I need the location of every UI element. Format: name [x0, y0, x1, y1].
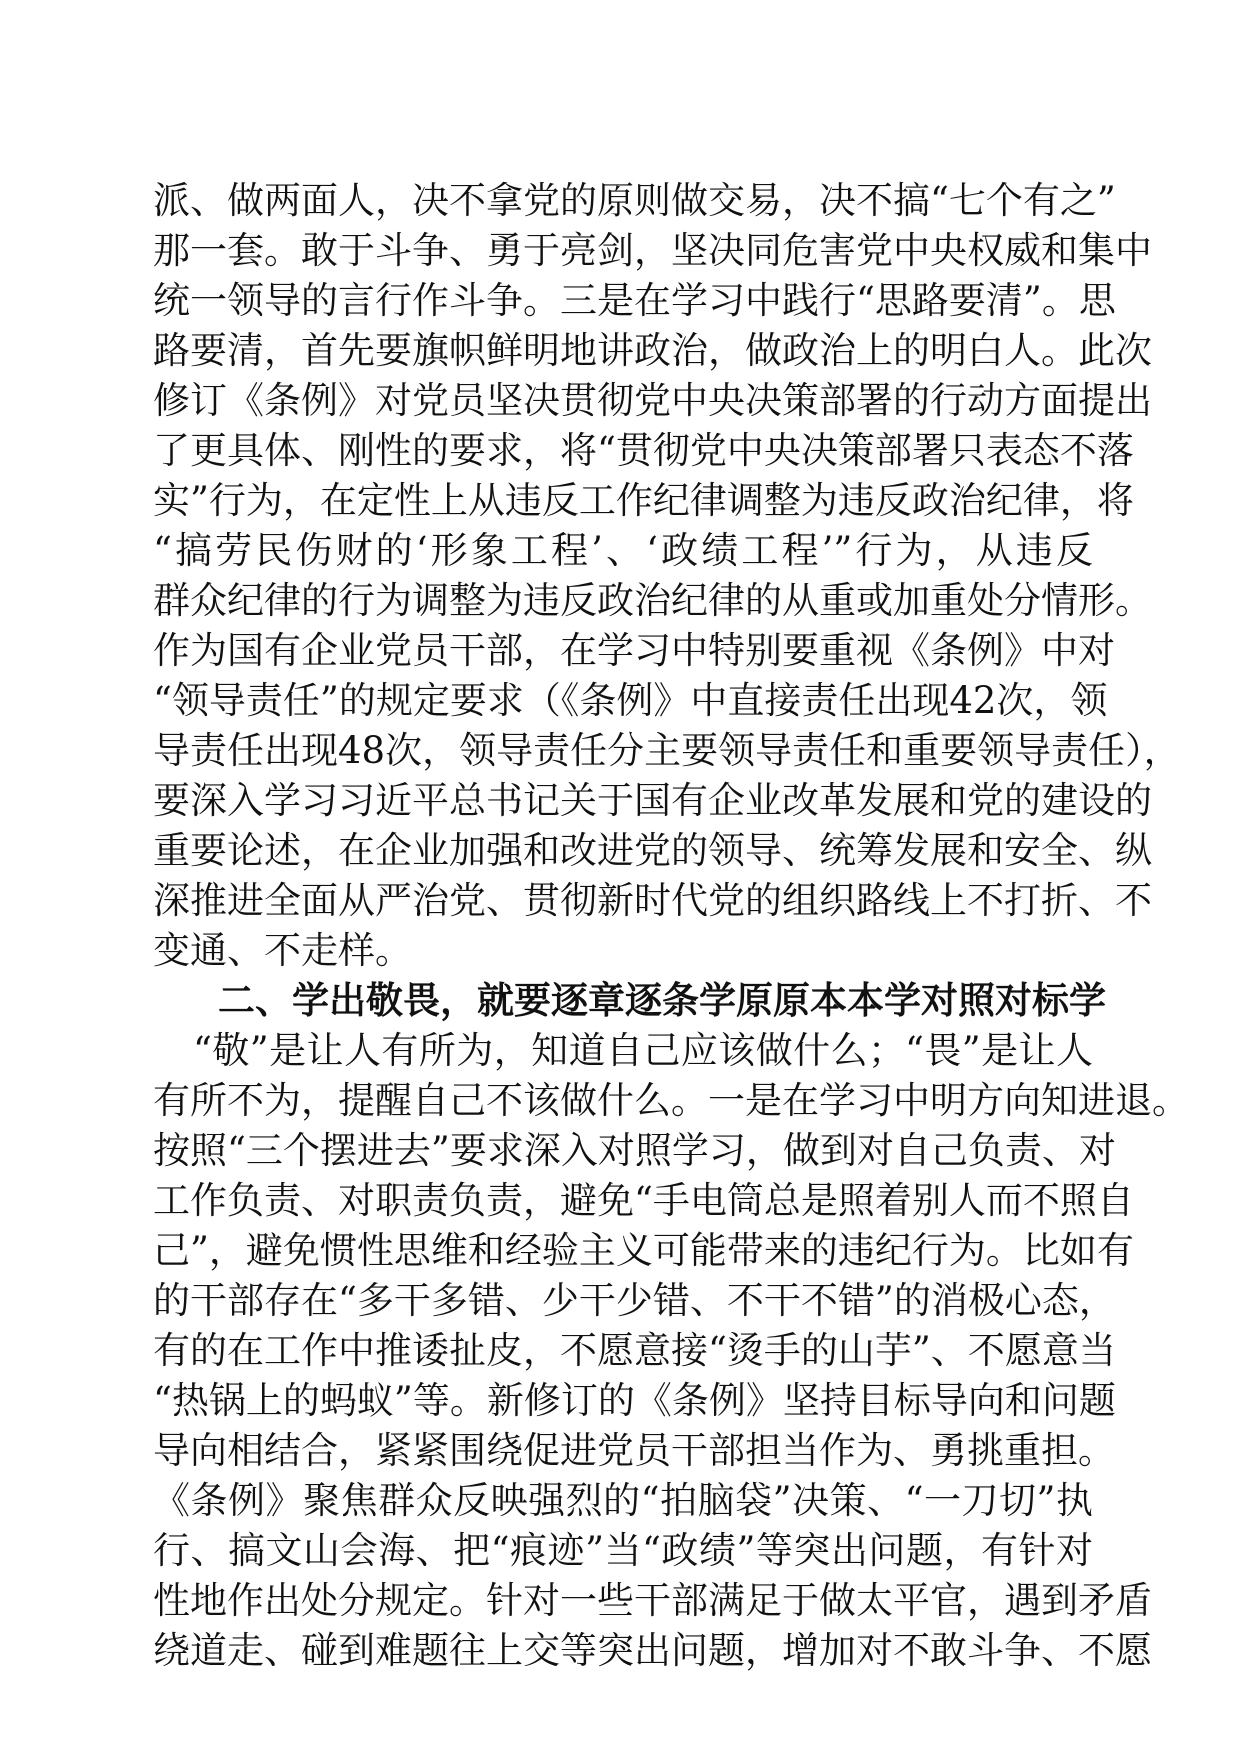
- text-line: 按照“三个摆进去”要求深入对照学习，做到对自己负责、对: [153, 1129, 1116, 1172]
- text-line: 性地作出处分规定。针对一些干部满足于做太平官，遇到矛盾: [153, 1579, 1152, 1622]
- text-line: 派、做两面人，决不拿党的原则做交易，决不搞“七个有之”: [153, 179, 1116, 222]
- text-line: 绕道走、碰到难题往上交等突出问题，增加对不敢斗争、不愿: [153, 1629, 1152, 1672]
- text-line: “热锅上的蚂蚁”等。新修订的《条例》坚持目标导向和问题: [153, 1379, 1116, 1422]
- text-line: 群众纪律的行为调整为违反政治纪律的从重或加重处分情形。: [153, 579, 1152, 622]
- text-line: 修订《条例》对党员坚决贯彻党中央决策部署的行动方面提出: [153, 379, 1152, 422]
- text-line: 要深入学习习近平总书记关于国有企业改革发展和党的建设的: [153, 779, 1152, 822]
- text-line: “敬”是让人有所为，知道自己应该做什么；“畏”是让人: [193, 1029, 1093, 1072]
- text-line: 了更具体、刚性的要求，将“贯彻党中央决策部署只表态不落: [153, 429, 1134, 472]
- text-line: 深推进全面从严治党、贯彻新时代党的组织路线上不打折、不: [153, 879, 1152, 922]
- text-line: “搞劳民伤财的‘形象工程’、‘政绩工程’”行为，从违反: [153, 529, 1093, 572]
- text-line: 《条例》聚焦群众反映强烈的“拍脑袋”决策、“一刀切”执: [153, 1479, 1093, 1522]
- text-line: “领导责任”的规定要求（《条例》中直接责任出现42次，领: [153, 679, 1108, 722]
- text-line: 有所不为，提醒自己不该做什么。一是在学习中明方向知进退。: [153, 1079, 1189, 1122]
- text-line: 实”行为，在定性上从违反工作纪律调整为违反政治纪律，将: [153, 479, 1134, 522]
- text-line: 有的在工作中推诿扯皮，不愿意接“烫手的山芋”、不愿意当: [153, 1329, 1116, 1372]
- text-line: 变通、不走样。: [153, 929, 412, 972]
- text-line: 作为国有企业党员干部，在学习中特别要重视《条例》中对: [153, 629, 1115, 672]
- text-line: 行、搞文山会海、把“痕迹”当“政绩”等突出问题，有针对: [153, 1529, 1093, 1572]
- text-line: 工作负责、对职责负责，避免“手电筒总是照着别人而不照自: [153, 1179, 1134, 1222]
- text-line: 路要清，首先要旗帜鲜明地讲政治，做政治上的明白人。此次: [153, 329, 1152, 372]
- text-line: 导向相结合，紧紧围绕促进党员干部担当作为、勇挑重担。: [153, 1429, 1115, 1472]
- text-line: 那一套。敢于斗争、勇于亮剑，坚决同危害党中央权威和集中: [153, 229, 1152, 272]
- text-line: 的干部存在“多干多错、少干少错、不干不错”的消极心态，: [153, 1279, 1116, 1322]
- text-line: 重要论述，在企业加强和改进党的领导、统筹发展和安全、纵: [153, 829, 1152, 872]
- text-line: 己”，避免惯性思维和经验主义可能带来的违纪行为。比如有: [153, 1229, 1134, 1272]
- text-line: 导责任出现48次，领导责任分主要领导责任和重要领导责任），: [153, 729, 1181, 772]
- body-text: [153, 176, 1189, 1676]
- text-line: 统一领导的言行作斗争。三是在学习中践行“思路要清”。思: [153, 279, 1116, 322]
- section-heading: 二、学出敬畏，就要逐章逐条学原原本本学对照对标学: [218, 979, 1106, 1022]
